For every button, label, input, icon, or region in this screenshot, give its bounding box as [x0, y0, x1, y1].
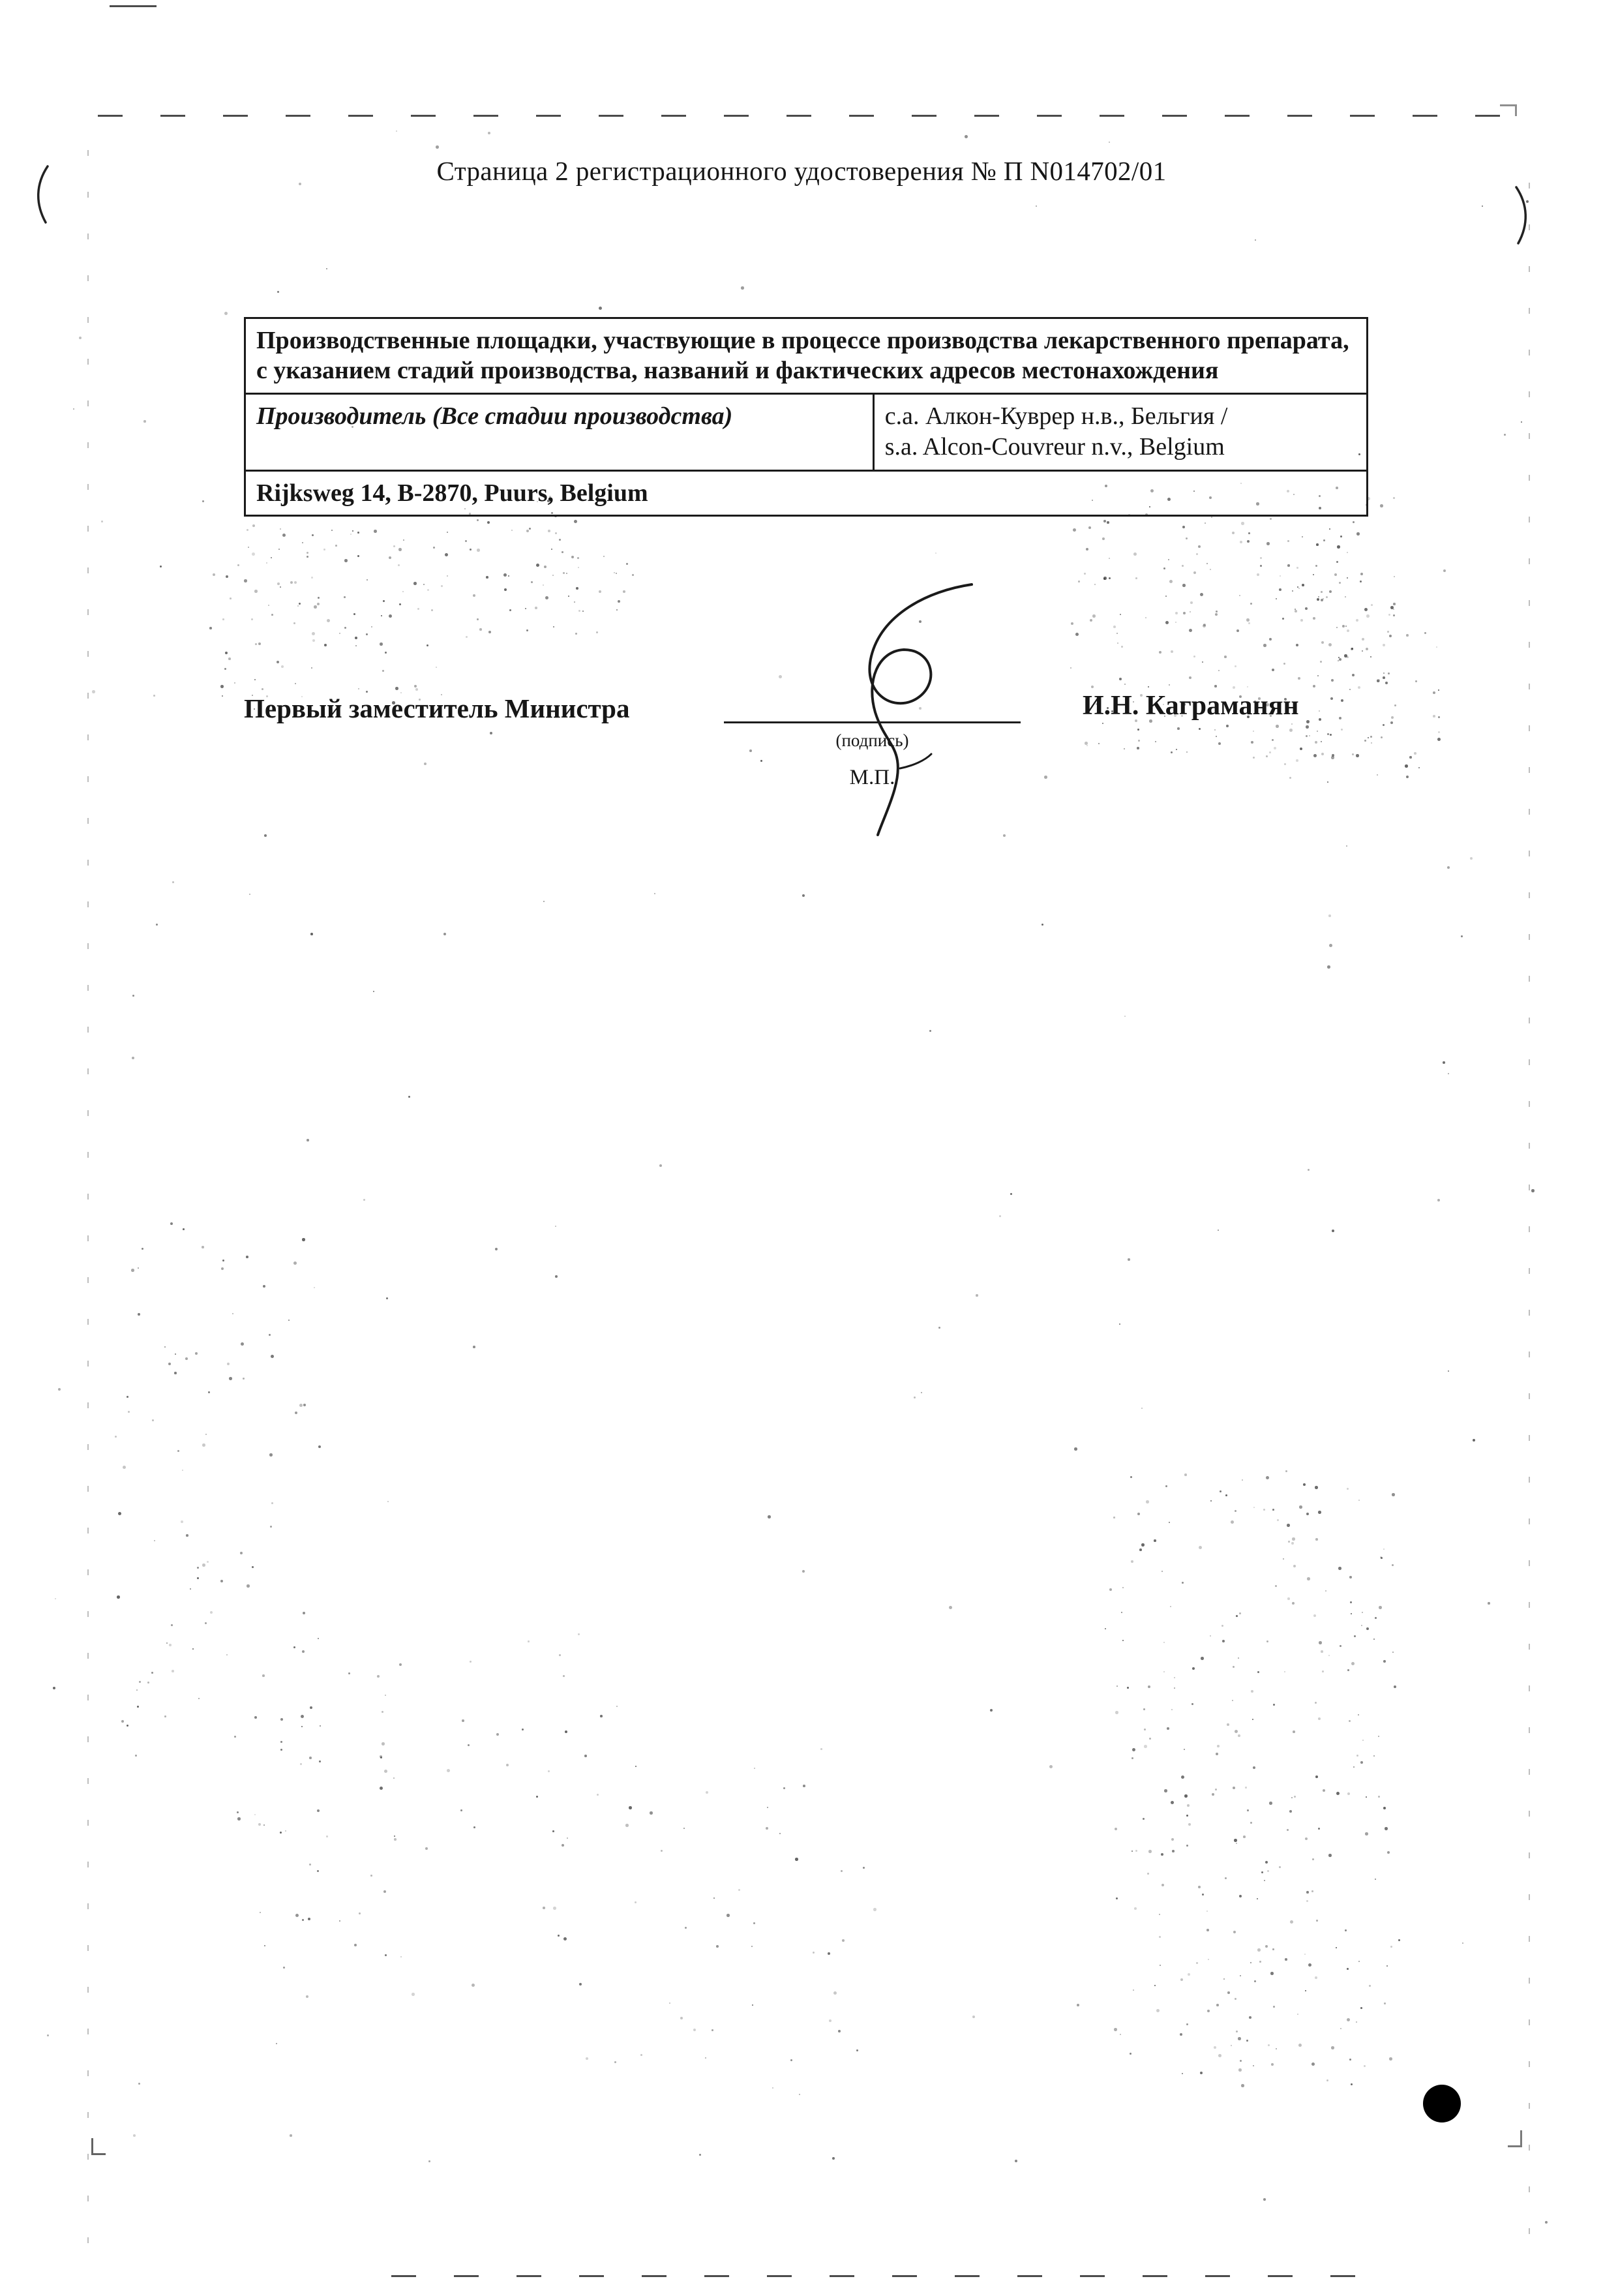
scan-corner-mark-top-right: [1500, 104, 1517, 116]
table-title-cell: Производственные площадки, участвующие в процессе производства лекарственного препарата, с указанием стадий производства, названий и фактических адресов местонахождения: [245, 318, 1368, 394]
manufacturer-address-cell: Rijksweg 14, B-2870, Puurs, Belgium: [245, 470, 1368, 515]
production-sites-table: [244, 317, 1368, 517]
table-row: [245, 393, 1368, 470]
signature-caption: (подпись): [835, 731, 909, 750]
manufacturer-name-en: s.a. Alcon-Couvreur n.v., Belgium: [884, 433, 1225, 461]
manufacturer-name-cell: [873, 393, 1367, 470]
punch-hole-dot: [1423, 2085, 1461, 2122]
table-row: [245, 318, 1368, 394]
scan-corner-mark-bottom-left: [91, 2138, 106, 2155]
manufacturer-role-cell: Производитель (Все стадии производства): [245, 393, 874, 470]
stamp-mark: М.П.: [849, 766, 895, 789]
scan-right-margin-line: [1529, 183, 1530, 2244]
scan-paren-right-artifact: [1512, 184, 1534, 247]
signature-line: [724, 721, 1021, 723]
scan-broken-line-bottom: [391, 2275, 1363, 2277]
page-title: Страница 2 регистрационного удостоверения № П N014702/01: [436, 156, 1167, 186]
manufacturer-name-ru: с.а. Алкон-Куврер н.в., Бельгия /: [884, 402, 1228, 430]
signature-scribble: [816, 573, 986, 847]
scan-broken-line-top: [98, 115, 1520, 117]
table-row: [245, 470, 1368, 515]
scan-left-margin-line: [87, 150, 89, 2250]
scan-corner-mark-bottom-right: [1508, 2130, 1522, 2147]
signatory-title: Первый заместитель Министра: [244, 693, 630, 723]
scan-edge-dash-top-left: [110, 5, 181, 7]
signatory-name: И.Н. Каграманян: [1083, 691, 1299, 721]
